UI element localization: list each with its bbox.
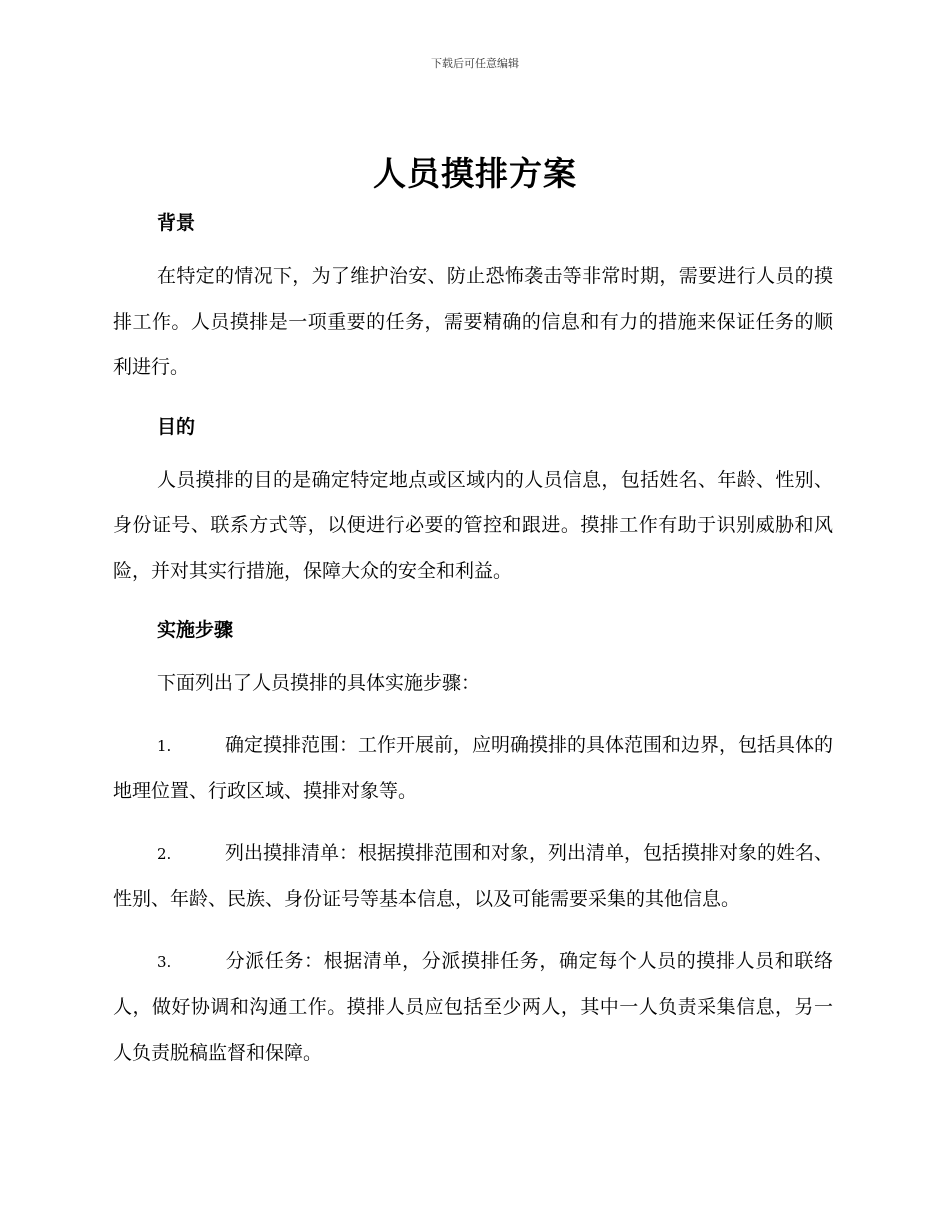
page-header-note: 下载后可任意编辑 — [431, 57, 519, 70]
list-item — [113, 723, 833, 815]
list-item-text: 列出摸排清单：根据摸排范围和对象，列出清单，包括摸排对象的姓名、性别、年龄、民族、身份证号等基本信息，以及可能需要采集的其他信息。 — [113, 841, 834, 910]
document-title: 人员摸排方案 — [373, 154, 577, 193]
section-heading-steps: 实施步骤 — [157, 619, 234, 641]
section-heading-purpose: 目的 — [157, 415, 196, 438]
list-item — [113, 939, 833, 1077]
paragraph-background: 在特定的情况下，为了维护治安、防止恐怖袭击等非常时期，需要进行人员的摸排工作。人员摸排是一项重要的任务，需要精确的信息和有力的措施来保证任务的顺利进行。 — [113, 265, 833, 378]
document-body — [113, 203, 833, 1076]
section-heading-background: 背景 — [157, 212, 196, 234]
paragraph-steps-intro: 下面列出了人员摸排的具体实施步骤： — [157, 672, 481, 694]
list-item-number: 2. — [157, 844, 172, 863]
list-item — [113, 831, 833, 923]
list-item-text: 确定摸排范围：工作开展前，应明确摸排的具体范围和边界，包括具体的地理位置、行政区域、摸排对象等。 — [113, 733, 834, 802]
list-item-text: 分派任务：根据清单，分派摸排任务，确定每个人员的摸排人员和联络人，做好协调和沟通工作。摸排人员应包括至少两人，其中一人负责采集信息，另一人负责脱稿监督和保障。 — [113, 949, 833, 1064]
paragraph-purpose: 人员摸排的目的是确定特定地点或区域内的人员信息，包括姓名、年龄、性别、身份证号、联系方式等，以便进行必要的管控和跟进。摸排工作有助于识别威胁和风险，并对其实行措施，保障大众的安全和利益。 — [113, 468, 833, 582]
list-item-number: 3. — [157, 952, 172, 971]
list-item-number: 1. — [157, 736, 172, 755]
